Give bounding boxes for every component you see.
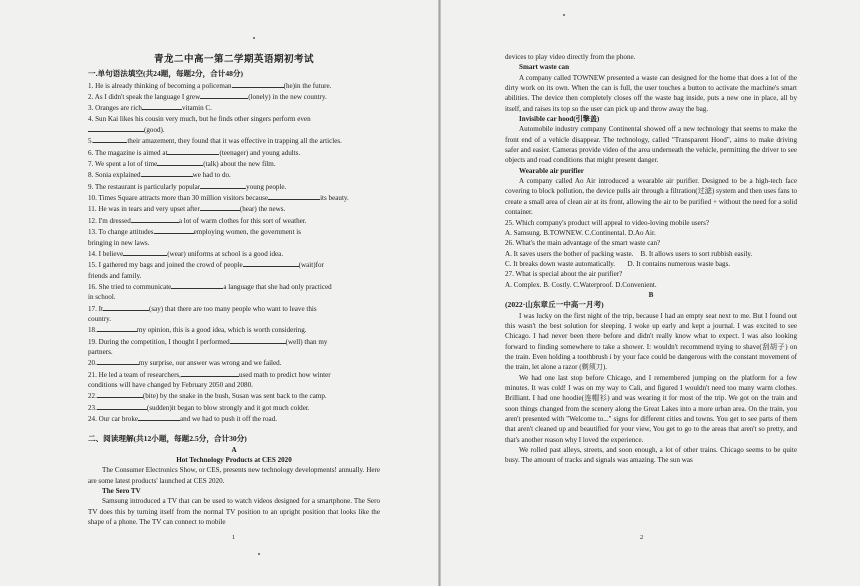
page-number-left: 1 xyxy=(232,534,236,541)
grammar-question-line xyxy=(88,380,380,390)
question-text-before: 9. The restaurant is particularly popular xyxy=(88,182,201,191)
question-text-before: 22. xyxy=(88,392,97,401)
question-text-after: employing women, the government is xyxy=(193,228,301,237)
question-text-before: in school. xyxy=(88,293,116,302)
car-hood-heading: Invisible car hood(引擎盖) xyxy=(519,115,600,124)
passage-a-title: Hot Technology Products at CES 2020 xyxy=(176,456,292,465)
scan-speck xyxy=(563,14,565,16)
question-text-after: we had to do. xyxy=(192,171,231,180)
answer-blank[interactable] xyxy=(181,369,239,377)
grammar-question-line xyxy=(88,390,380,401)
grammar-question-line xyxy=(88,91,380,102)
question-26-options-cd xyxy=(505,259,797,269)
passage-b-paragraph-1: I was lucky on the first night of the trip, because I had an empty seat next to me. But I found out this wasn't the best solution for sleeping. I woke up early and kept a journal. I was excited to see Chicago. I had never been there before and didn't really know what to expect. I was also looking forward to finding somewhere to take a shower. I: wouldn't recommend trying to shave(刮胡子) on the train. Even holding a toothbrush i by your face could be dangerous with the constant movement of the train, let alone a razor (剃须刀). xyxy=(505,311,797,372)
question-text-before: 16. She tried to communicate xyxy=(88,282,172,291)
question-text-before: 19. During the competition, I thought I performed xyxy=(88,337,230,346)
question-27: 27. What is special about the air purifier? xyxy=(505,270,623,279)
grammar-question-line xyxy=(88,158,380,169)
option-26a: A. It saves users the bother of packing waste. xyxy=(505,249,634,258)
question-text-after: a language that she had only practiced xyxy=(223,282,332,291)
question-text-after: (bite) by the snake in the bush, Susan was sent back to the camp. xyxy=(142,392,327,401)
grammar-question-line xyxy=(88,226,380,237)
question-text-before: bringing in new laws. xyxy=(88,238,150,247)
grammar-question-line xyxy=(88,292,380,302)
question-text-before: partners. xyxy=(88,347,113,356)
answer-blank[interactable] xyxy=(97,390,143,398)
question-text-before: 7. We spent a lot of time xyxy=(88,160,158,169)
grammar-question-line xyxy=(88,238,380,248)
question-text-before: 15. I gathered my bags and joined the crowd of people xyxy=(88,261,243,270)
section-2-heading: 二、阅读理解(共12小题，每题2.5分，合计30分) xyxy=(88,434,247,444)
grammar-question-line xyxy=(88,215,380,226)
answer-blank[interactable] xyxy=(93,135,127,143)
question-text-before: 21. He led a team of researchers, xyxy=(88,370,181,379)
answer-blank[interactable] xyxy=(97,324,137,332)
grammar-question-line xyxy=(88,303,380,314)
smart-waste-text: A company called TOWNEW presented a waste can designed for the home that does a lot of the dirty work on its own. When the can is full, the user touches a button to activate the machine's smart abilities. The device then completely closes off the waste bag inside, puts a new one in place, all by itself, and raises its top so the user can pick up and throw away the bag. xyxy=(505,73,797,113)
question-text-before: conditions will have changed by February 2050 and 2080. xyxy=(88,380,253,389)
answer-blank[interactable] xyxy=(103,303,149,311)
exam-title: 青龙二中高一第二学期英语期初考试 xyxy=(153,55,314,65)
question-text-before: 6. The magazine is aimed at xyxy=(88,148,168,157)
answer-blank[interactable] xyxy=(230,336,286,344)
question-text-before: 10. Times Square attracts more than 30 million visitors because xyxy=(88,194,269,203)
grammar-question-line xyxy=(88,80,380,91)
grammar-question-line xyxy=(88,259,380,270)
question-text-after: (hear) the news. xyxy=(239,205,286,214)
question-text-after: young people. xyxy=(246,182,287,191)
passage-a-letter: A xyxy=(231,445,237,454)
passage-b-paragraph-3: We rolled past alleys, streets, and soon enough, a lot of other trains. Chicago seems to be quite busy. The amount of tracks and signals was amazing. The sun was xyxy=(505,446,797,465)
question-text-after: its beauty. xyxy=(320,194,349,203)
question-text-before: friends and family. xyxy=(88,271,142,280)
answer-blank[interactable] xyxy=(171,281,223,289)
grammar-question-line xyxy=(88,248,380,259)
question-text-after: my surprise, our answer was wrong and we failed. xyxy=(138,359,282,368)
question-text-before: 5. xyxy=(88,137,94,146)
answer-blank[interactable] xyxy=(200,203,240,211)
question-text-after: and we had to push it off the road. xyxy=(180,415,278,423)
question-text-after: (say) that there are too many people who want to leave this xyxy=(148,304,317,313)
question-text-after: (he)in the future. xyxy=(283,81,332,90)
answer-blank[interactable] xyxy=(88,124,144,132)
question-text-after: (good). xyxy=(144,126,165,135)
passage-b-paragraph-2: We had one last stop before Chicago, and I remembered jumping on the platform for a few minutes. It was cold! I was on my way to Cali, and figured I wouldn't need too many warm clothes. Brilliant. I had one hoodie(连帽衫) and was wearing it for most of the trip. We got on the train and soon things changed from the scenery along the Great Lakes into a more urban area. On the train, you aren't presented with "Welcome to..." signs for different cities and towns. You get to see parts of them that aren't cleaned up and beautified for your view, You get to go to the areas that aren't so pretty, and that's another reason why I loved the experience. xyxy=(505,373,797,444)
answer-blank[interactable] xyxy=(243,259,299,267)
grammar-question-line xyxy=(88,314,380,324)
question-text-after: (sudden)it began to blow strongly and it got much colder. xyxy=(146,403,310,412)
question-text-after: (talk) about the new film. xyxy=(203,160,276,169)
grammar-question-list xyxy=(88,80,380,425)
question-text-before: 18. xyxy=(88,326,97,335)
air-purifier-heading: Wearable air purifier xyxy=(519,166,584,175)
question-text-before: 12. I'm dressed xyxy=(88,216,131,225)
answer-blank[interactable] xyxy=(268,192,320,200)
question-25-options: A. Samsung. B.TOWNEW. C.Continental. D.Ao Air. xyxy=(505,228,656,237)
smart-waste-heading: Smart waste can xyxy=(519,63,570,72)
question-text-before: 24. Our car broke xyxy=(88,415,139,423)
question-text-after: their amazement, they found that it was effective in trapping all the articles. xyxy=(127,137,342,146)
question-text-before: 2. As I didn't speak the language I grew xyxy=(88,93,201,102)
answer-blank[interactable] xyxy=(232,80,284,88)
left-column xyxy=(88,55,380,527)
grammar-question-line xyxy=(88,102,380,113)
answer-blank[interactable] xyxy=(123,248,167,256)
question-25: 25. Which company's product will appeal to video-loving mobile users? xyxy=(505,218,710,227)
question-text-before: 13. To change attitudes xyxy=(88,228,154,237)
grammar-question-line xyxy=(88,147,380,158)
question-26-options-ab xyxy=(505,249,797,259)
right-column xyxy=(505,52,797,466)
grammar-question-line xyxy=(88,124,380,135)
grammar-question-line xyxy=(88,181,380,192)
answer-blank[interactable] xyxy=(154,226,194,234)
question-text-after: (teenager) and young adults. xyxy=(219,148,301,157)
grammar-question-line xyxy=(88,369,380,380)
grammar-question-line xyxy=(88,271,380,281)
answer-blank[interactable] xyxy=(97,357,139,365)
question-27-options: A. Complex. B. Costly. C.Waterproof. D.Convenient. xyxy=(505,280,657,289)
answer-blank[interactable] xyxy=(200,181,246,189)
scan-speck xyxy=(253,37,255,39)
answer-blank[interactable] xyxy=(138,413,180,421)
question-text-after: a lot of warm clothes for this sort of weather. xyxy=(178,216,307,225)
answer-blank[interactable] xyxy=(142,102,182,110)
option-26c: C. It breaks down waste automatically. xyxy=(505,259,616,268)
question-text-after: (wait)for xyxy=(298,261,324,270)
sero-continued: devices to play video directly from the phone. xyxy=(505,53,636,61)
grammar-question-line xyxy=(88,347,380,357)
question-text-before: 11. He was in tears and very upset after xyxy=(88,205,200,214)
question-text-before: 14. I believe xyxy=(88,249,124,258)
answer-blank[interactable] xyxy=(167,147,219,155)
grammar-question-line xyxy=(88,357,380,368)
grammar-question-line xyxy=(88,135,380,146)
sero-tv-text: Samsung introduced a TV that can be used to watch videos designed for a smartphone. The Sero TV does this by turning itself from the normal TV position to an upright position that looks like the shape of a phone. The TV can connect to mobile xyxy=(88,497,380,527)
scan-speck xyxy=(258,553,260,555)
question-text-after: my opinion, this is a good idea, which is worth considering. xyxy=(136,326,307,335)
question-text-before: 17. It xyxy=(88,304,103,313)
question-text-before: 20. xyxy=(88,359,97,368)
passage-b-source: (2022·山东章丘一中高一月考) xyxy=(505,300,604,310)
grammar-question-line xyxy=(88,114,380,124)
grammar-question-line xyxy=(88,413,380,424)
question-text-after: used math to predict how winter xyxy=(238,370,331,379)
passage-b-letter: B xyxy=(648,290,654,299)
option-26b: B. It allows users to sort rubbish easily. xyxy=(640,249,753,258)
grammar-question-line xyxy=(88,324,380,335)
air-purifier-text: A company called Ao Air introduced a wearable air purifier. Designed to be a high-tech face covering to block pollution, the device pulls air through a filtration(过滤) system and then uses fans to create a small area of clean air at its front, allowing the air to be purified + without the need for a solid container. xyxy=(505,177,797,217)
grammar-question-line xyxy=(88,169,380,180)
page-number-right: 2 xyxy=(640,534,644,541)
question-26: 26. What's the main advantage of the smart waste can? xyxy=(505,239,661,248)
grammar-question-line xyxy=(88,192,380,203)
passage-a-intro: The Consumer Electronics Show, or CES, presents new technology developments! annually. Here are some latest products' launched at CES 2020. xyxy=(88,466,380,485)
section-1-heading: 一.单句语法填空(共24题，每题2分，合计48分) xyxy=(88,69,244,79)
page-fold xyxy=(438,0,441,586)
question-text-after: (well) than my xyxy=(285,337,328,346)
question-text-after: (wear) uniforms at school is a good idea. xyxy=(167,249,284,258)
answer-blank[interactable] xyxy=(131,215,179,223)
grammar-question-line xyxy=(88,203,380,214)
sero-tv-heading: The Sero TV xyxy=(102,487,141,496)
question-text-before: 1. He is already thinking of becoming a policeman xyxy=(88,81,232,90)
car-hood-text: Automobile industry company Continental showed off a new technology that seems to make the front end of a vehicle disappear. The technology, called "Transparent Hood", aims to make driving safer and easier. Cameras provide video of the area underneath the vehicle, permitting the driver to see objects and road conditions that might present danger. xyxy=(505,125,797,165)
grammar-question-line xyxy=(88,336,380,347)
grammar-question-line xyxy=(88,402,380,413)
grammar-question-line xyxy=(88,281,380,292)
question-text-before: country. xyxy=(88,314,111,323)
question-text-after: vitamin C. xyxy=(181,104,212,113)
question-text-before: 8. Sonia explained xyxy=(88,171,141,180)
question-text-before: 4. Sun Kai likes his cousin very much, but he finds other singers perform even xyxy=(88,114,311,123)
question-text-before: 23. xyxy=(88,403,97,412)
answer-blank[interactable] xyxy=(157,158,203,166)
question-text-after: (lonely) in the new country. xyxy=(248,93,327,102)
question-text-before: 3. Oranges are rich xyxy=(88,104,142,113)
answer-blank[interactable] xyxy=(97,402,147,410)
answer-blank[interactable] xyxy=(200,91,248,99)
answer-blank[interactable] xyxy=(141,169,193,177)
option-26d: D. It contains numerous waste bags. xyxy=(627,259,731,268)
